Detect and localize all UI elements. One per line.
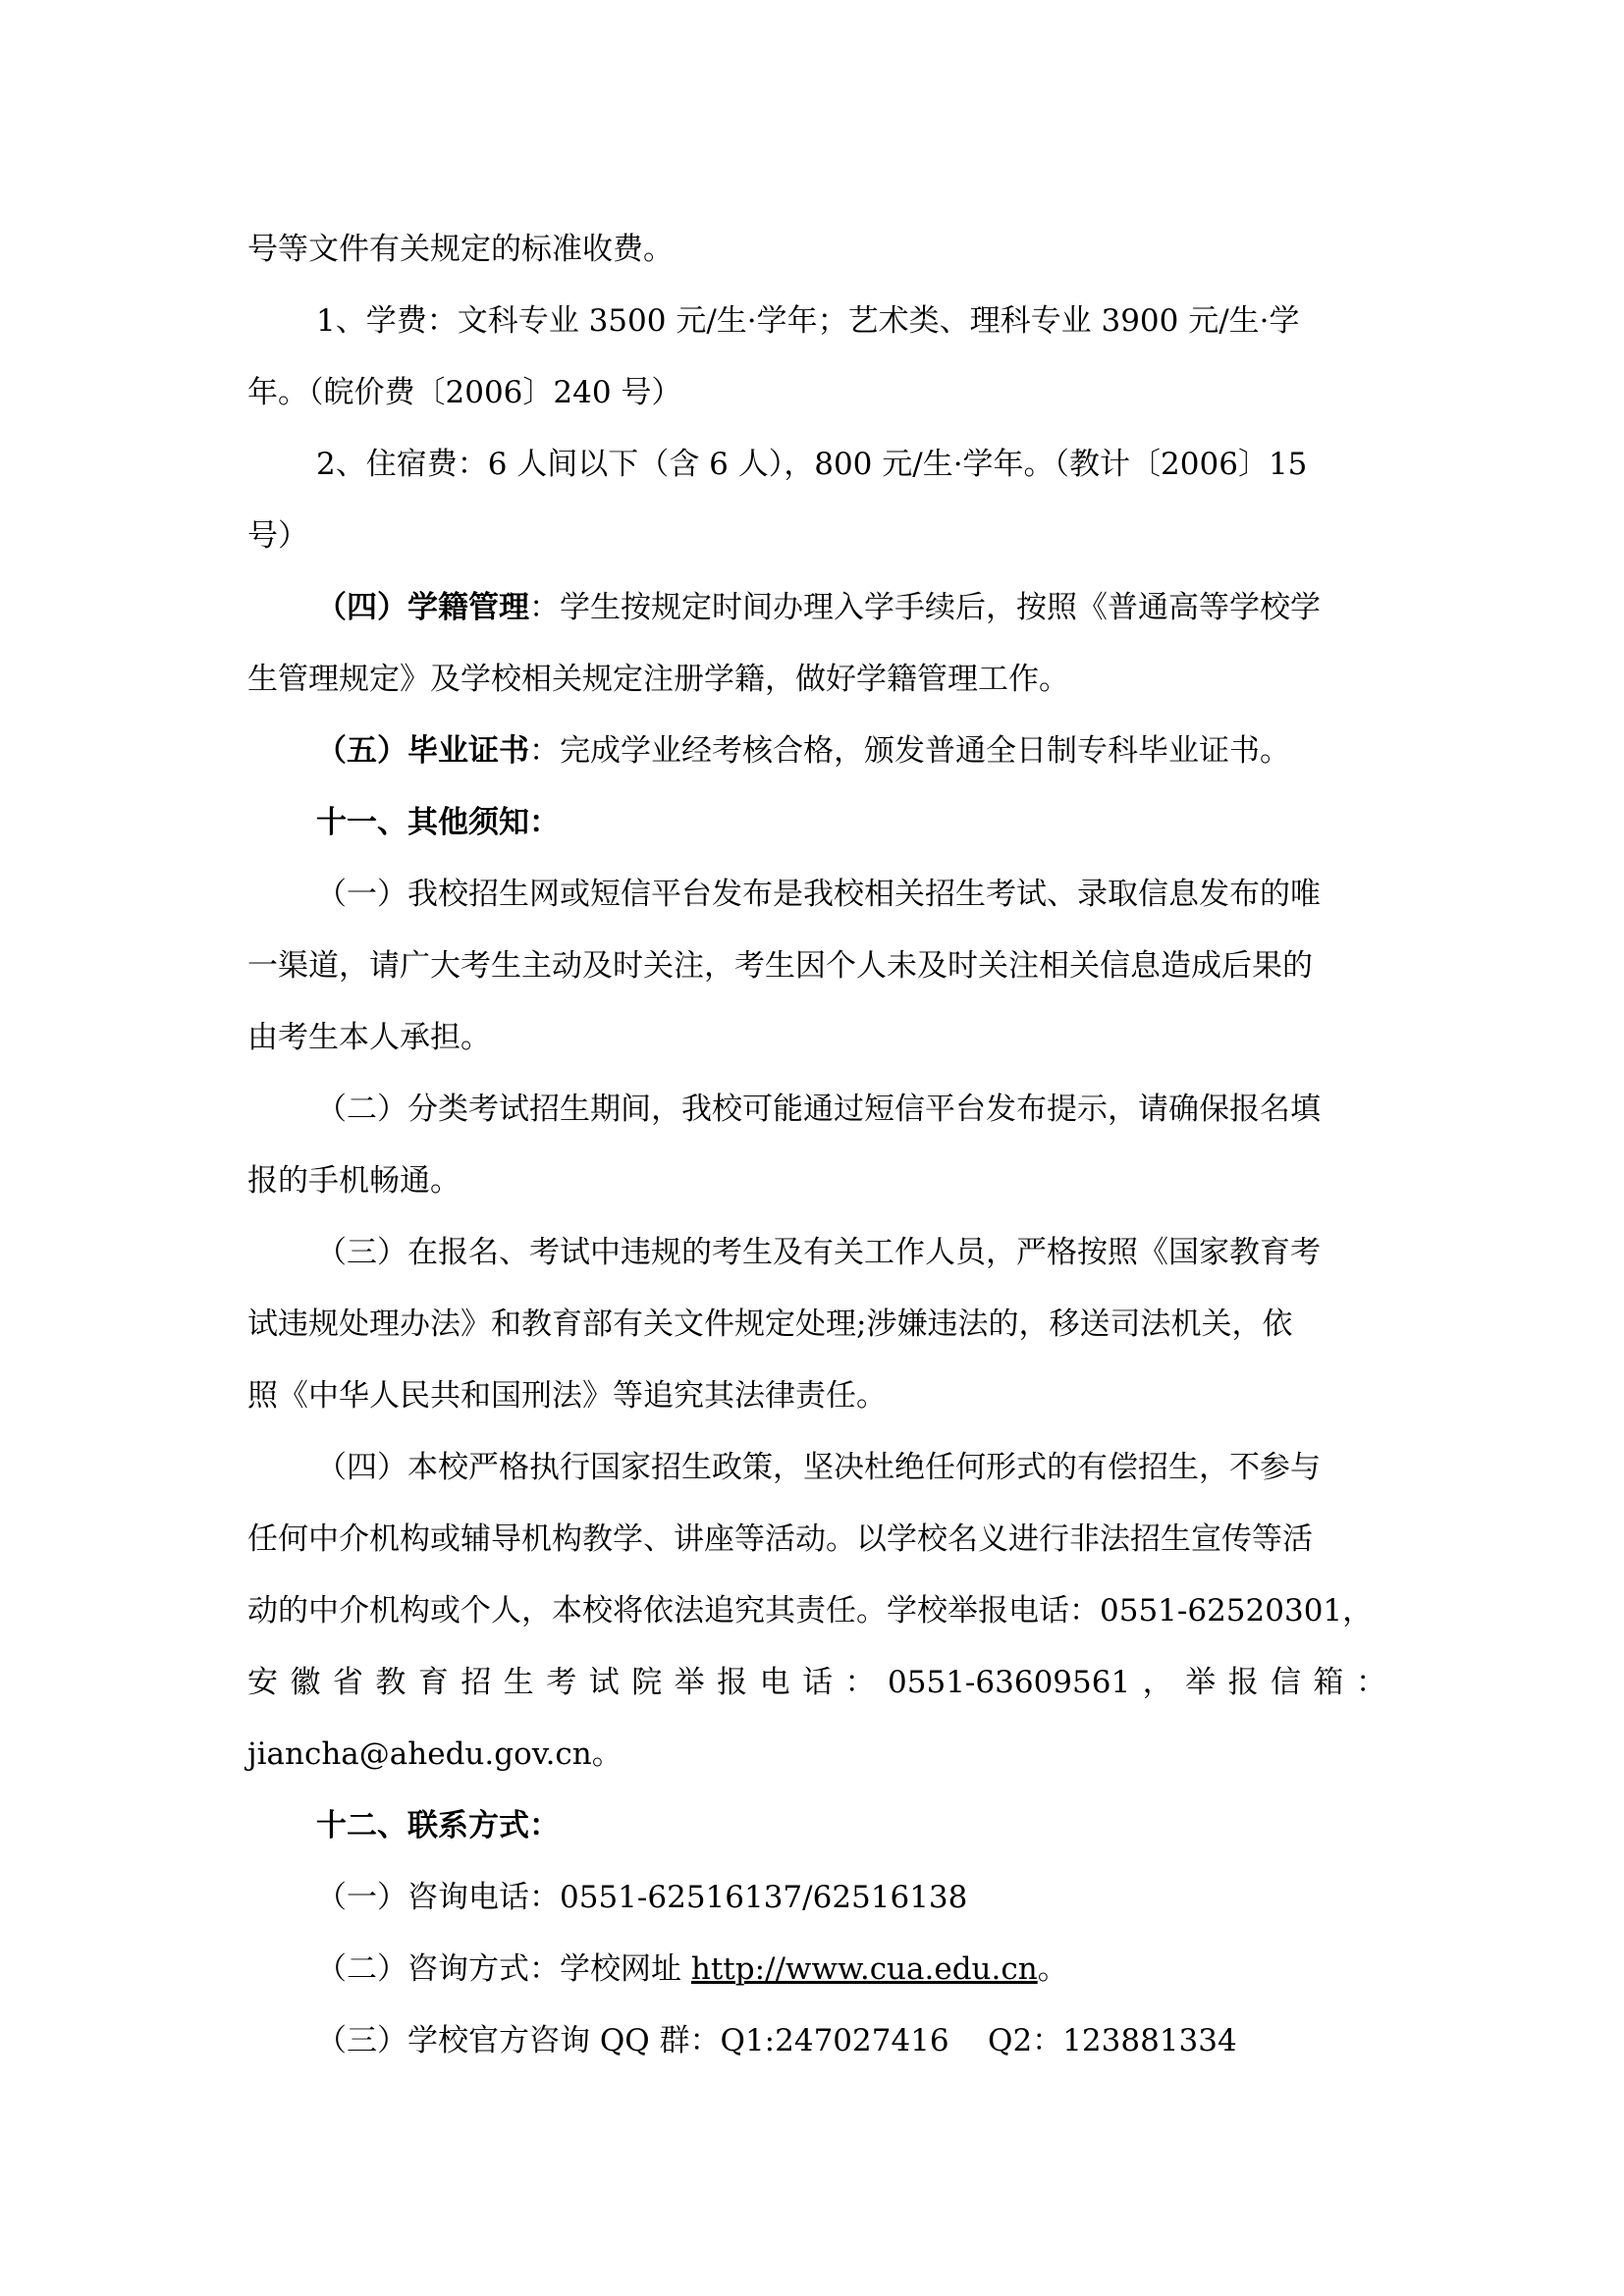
contact-website-line — [247, 1934, 1386, 2005]
text-line: （三）在报名、考试中违规的考生及有关工作人员，严格按照《国家教育考 — [316, 1235, 1321, 1270]
text-line: 试违规处理办法》和教育部有关文件规定处理;涉嫌违法的，移送司法机关，依 — [247, 1307, 1293, 1342]
section-heading-other-notes: 十一、其他须知： — [316, 805, 560, 840]
graduation-certificate-heading: （五）毕业证书 — [316, 733, 529, 769]
text-line: 生管理规定》及学校相关规定注册学籍，做好学籍管理工作。 — [247, 662, 1069, 697]
text-line: （一）我校招生网或短信平台发布是我校相关招生考试、录取信息发布的唯 — [316, 877, 1321, 912]
text-line: （四）本校严格执行国家招生政策，坚决杜绝任何形式的有偿招生，不参与 — [316, 1450, 1321, 1485]
text-line: 一渠道，请广大考生主动及时关注，考生因个人未及时关注相关信息造成后果的 — [247, 948, 1313, 984]
enrollment-management-line — [247, 572, 1386, 644]
report-email-line: jiancha@ahedu.gov.cn。 — [247, 1736, 623, 1772]
text-line: 由考生本人承担。 — [247, 1020, 491, 1055]
text-line: 照《中华人民共和国刑法》等追究其法律责任。 — [247, 1378, 887, 1414]
accommodation-fee-line: 2、住宿费：6 人间以下（含 6 人），800 元/生·学年。（教计〔2006〕15 — [316, 447, 1308, 482]
graduation-certificate-line — [247, 716, 1386, 787]
enrollment-management-heading: （四）学籍管理 — [316, 590, 529, 625]
text-line: 年。（皖价费〔2006〕240 号） — [247, 375, 682, 410]
document-body — [247, 214, 1386, 2077]
text-line: 号等文件有关规定的标准收费。 — [247, 232, 674, 267]
graduation-certificate-text: ：完成学业经考核合格，颁发普通全日制专科毕业证书。 — [529, 733, 1290, 769]
contact-phone-line: （一）咨询电话：0551-62516137/62516138 — [316, 1880, 968, 1915]
contact-qq-group-line: （三）学校官方咨询 QQ 群：Q1:247027416 Q2：123881334 — [316, 2023, 1237, 2058]
tuition-fee-line: 1、学费：文科专业 3500 元/生·学年；艺术类、理科专业 3900 元/生·学 — [316, 303, 1300, 339]
contact-website-label: （二）咨询方式：学校网址 — [316, 1951, 691, 1987]
section-heading-contact: 十二、联系方式： — [316, 1808, 560, 1843]
text-line: 报的手机畅通。 — [247, 1163, 460, 1199]
text-line: 动的中介机构或个人，本校将依法追究其责任。学校举报电话：0551-62520301， — [247, 1593, 1374, 1629]
punctuation: 。 — [1037, 1951, 1068, 1987]
enrollment-management-text: ：学生按规定时间办理入学手续后，按照《普通高等学校学 — [529, 590, 1321, 625]
text-line: （二）分类考试招生期间，我校可能通过短信平台发布提示，请确保报名填 — [316, 1092, 1321, 1127]
text-line: 号） — [247, 518, 308, 554]
text-line: 安徽省教育招生考试院举报电话：0551-63609561，举报信箱： — [247, 1665, 1386, 1700]
text-line: 任何中介机构或辅导机构教学、讲座等活动。以学校名义进行非法招生宣传等活 — [247, 1522, 1313, 1557]
school-website-link[interactable]: http://www.cua.edu.cn — [690, 1951, 1038, 1987]
